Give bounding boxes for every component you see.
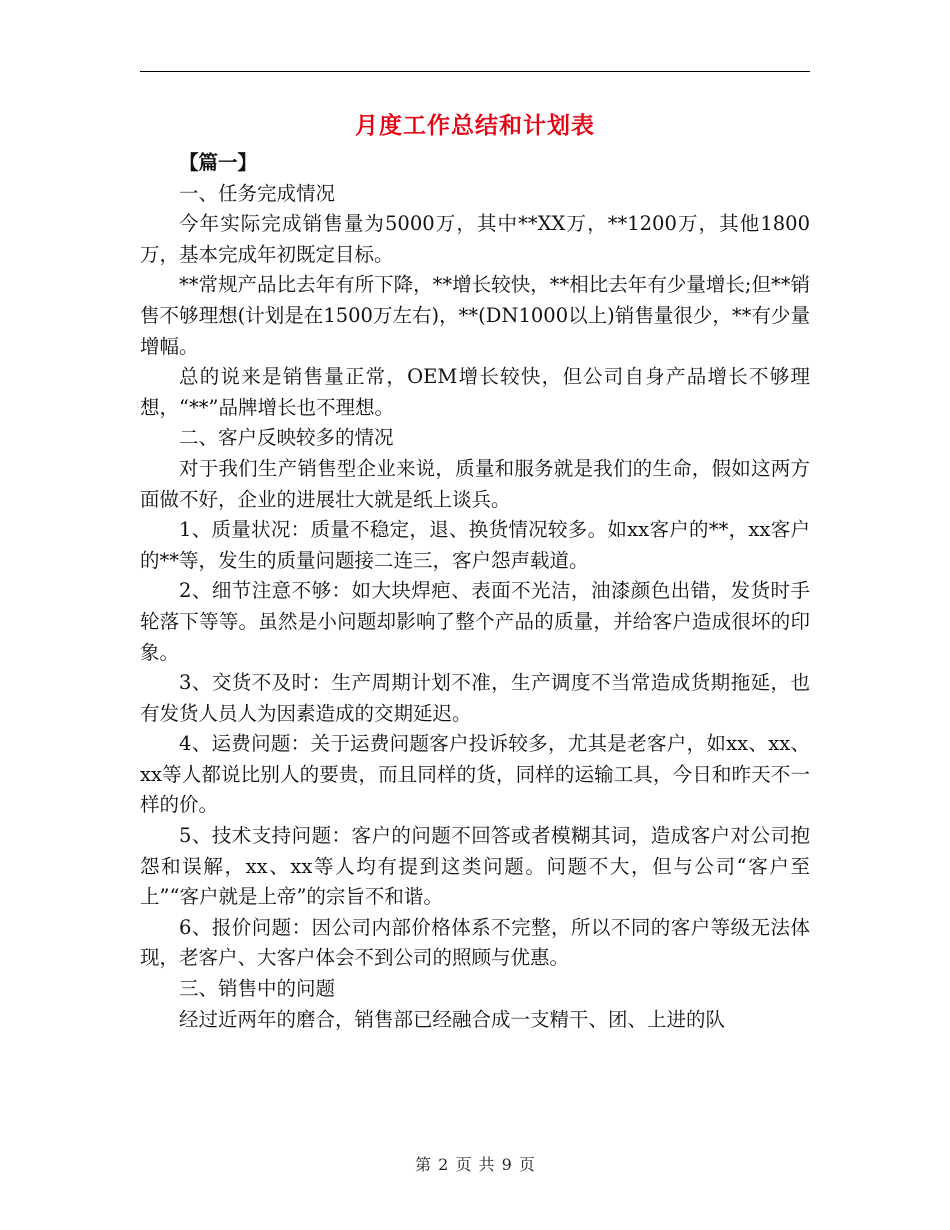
- paragraph-heading-2: 二、客户反映较多的情况: [179, 426, 394, 450]
- paragraph: 对于我们生产销售型企业来说，质量和服务就是我们的生命，假如这两方面做不好，企业的进展壮大就是纸上谈兵。: [140, 456, 810, 511]
- section-label: 【篇一】: [179, 151, 258, 174]
- paragraph: 1、质量状况：质量不稳定，退、换货情况较多。如xx客户的**，xx客户的**等，发生的质量问题接二连三，客户怨声载道。: [140, 518, 810, 572]
- paragraph-heading-3: 三、销售中的问题: [179, 977, 336, 1001]
- paragraph: 2、细节注意不够：如大块焊疤、表面不光洁，油漆颜色出错，发货时手轮落下等等。虽然是小问题却影响了整个产品的质量，并给客户造成很坏的印象。: [140, 579, 810, 664]
- paragraph: 4、运费问题：关于运费问题客户投诉较多，尤其是老客户，如xx、xx、xx等人都说比别人的要贵，而且同样的货，同样的运输工具，今日和昨天不一样的价。: [140, 732, 810, 817]
- paragraph: 经过近两年的磨合，销售部已经融合成一支精干、团、上进的队: [179, 1007, 726, 1031]
- document-title: 月度工作总结和计划表: [355, 112, 595, 139]
- paragraph: 今年实际完成销售量为5000万，其中**XX万，**1200万，其他1800万，基本完成年初既定目标。: [140, 212, 810, 266]
- paragraph-heading-1: 一、任务完成情况: [179, 181, 336, 205]
- paragraph: 总的说来是销售量正常，OEM增长较快，但公司自身产品增长不够理想，“**”品牌增长也不理想。: [140, 365, 810, 419]
- paragraph: 6、报价问题：因公司内部价格体系不完整，所以不同的客户等级无法体现，老客户、大客户体会不到公司的照顾与优惠。: [140, 915, 810, 970]
- page-indicator: 第 2 页 共 9 页: [415, 1155, 535, 1174]
- paragraph: **常规产品比去年有所下降，**增长较快，**相比去年有少量增长;但**销售不够理想(计划是在1500万左右)，**(DN1000以上)销售量很少，**有少量增幅。: [140, 273, 810, 358]
- paragraph: 5、技术支持问题：客户的问题不回答或者模糊其词，造成客户对公司抱怨和误解，xx、xx等人均有提到这类问题。问题不大，但与公司“客户至上”“客户就是上帝”的宗旨不和谐。: [140, 824, 810, 909]
- paragraph: 3、交货不及时：生产周期计划不准，生产调度不当常造成货期拖延，也有发货人员人为因素造成的交期延迟。: [140, 671, 810, 725]
- document-body: [140, 148, 810, 1035]
- header-rule: [140, 71, 810, 72]
